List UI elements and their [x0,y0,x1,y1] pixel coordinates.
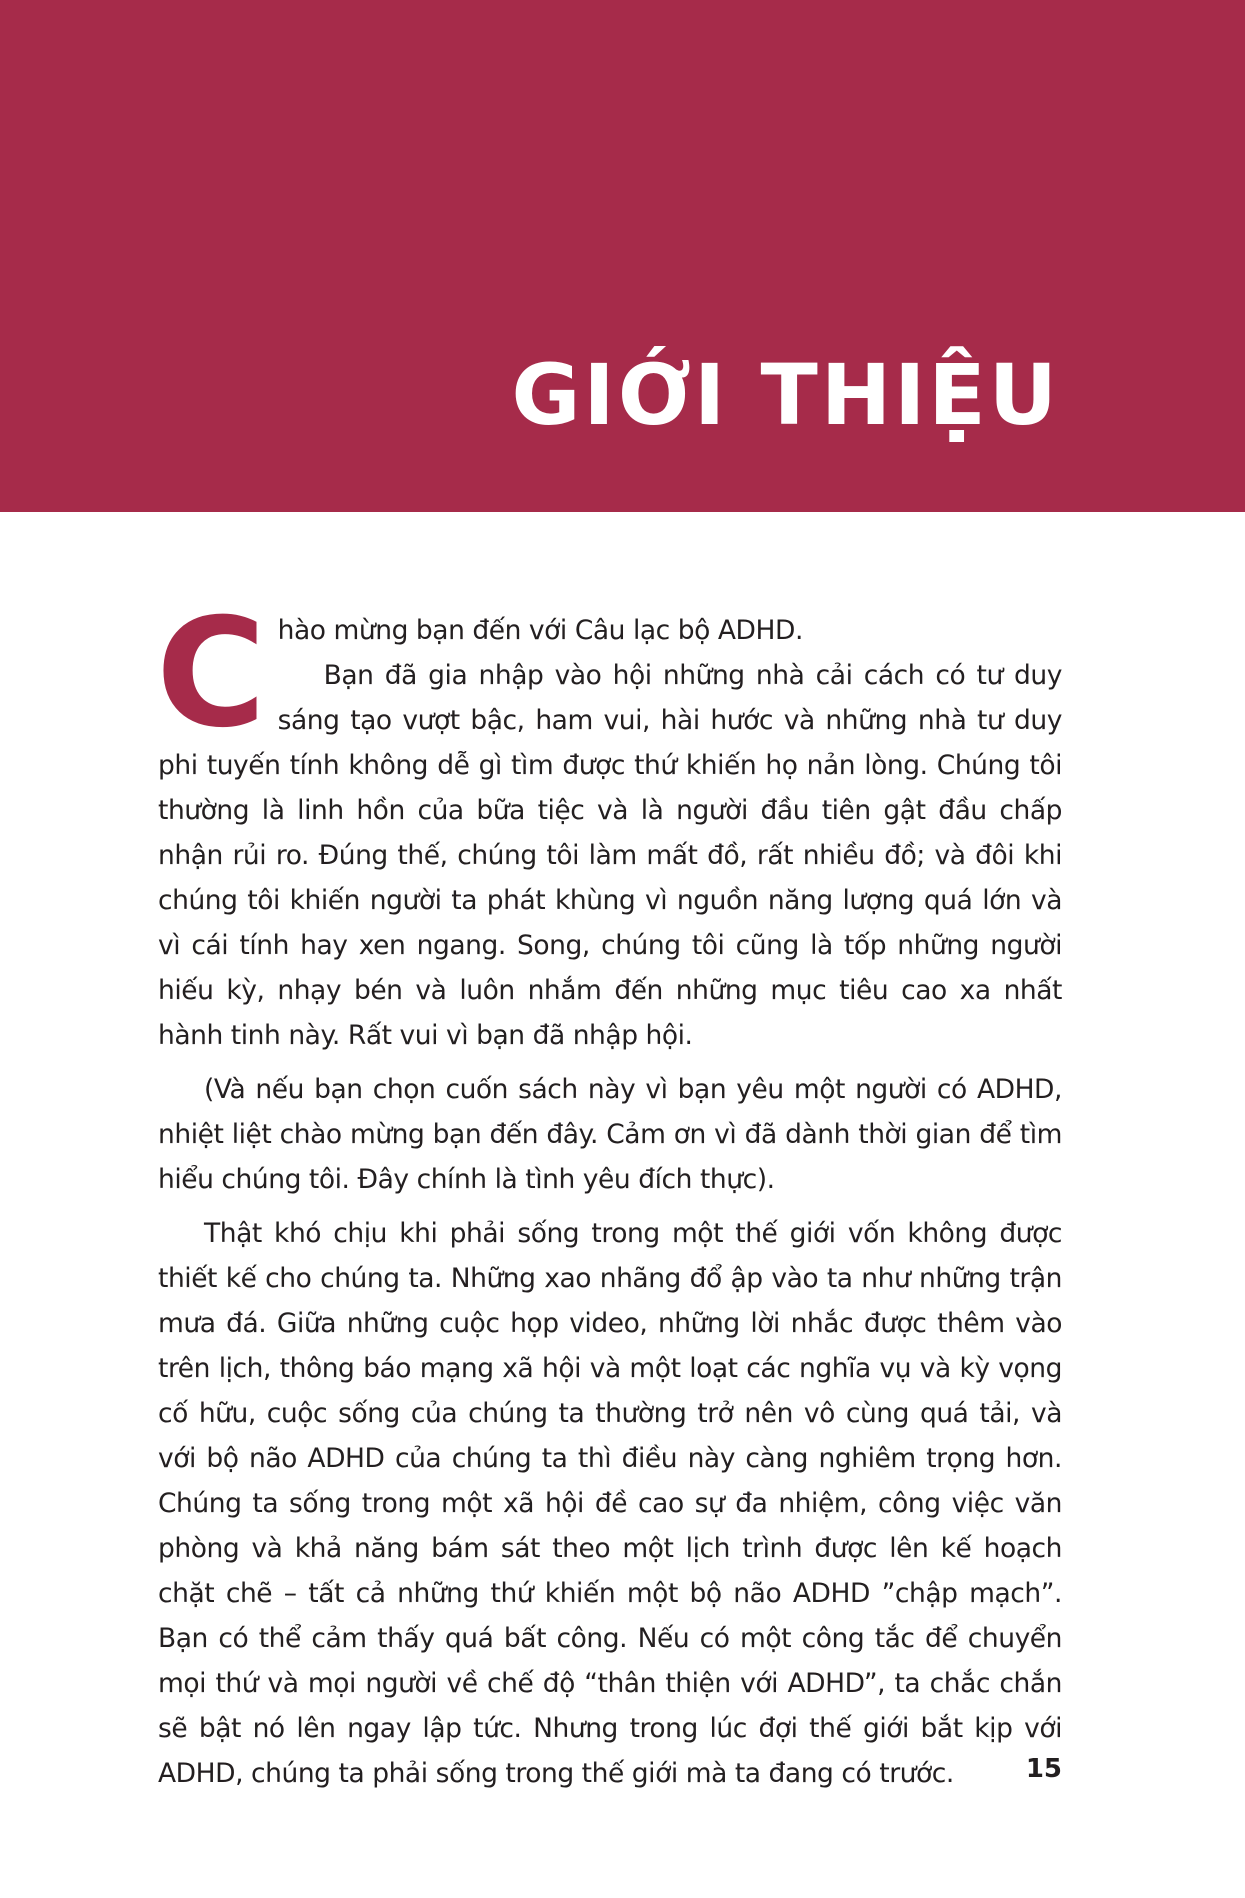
paragraph-1: Bạn đã gia nhập vào hội những nhà cải cách có tư duy sáng tạo vượt bậc, ham vui, hài hước và những nhà tư duy phi tuyến tính không dễ gì tìm được thứ khiến họ nản lòng. Chúng tôi thường là linh hồn của bữa tiệc và là người đầu tiên gật đầu chấp nhận rủi ro. Đúng thế, chúng tôi làm mất đồ, rất nhiều đồ; và đôi khi chúng tôi khiến người ta phát khùng vì nguồn năng lượng quá lớn và vì cái tính hay xen ngang. Song, chúng tôi cũng là tốp những người hiếu kỳ, nhạy bén và luôn nhắm đến những mục tiêu cao xa nhất hành tinh này. Rất vui vì bạn đã nhập hội. [158,660,1062,1051]
page-number: 15 [1025,1754,1062,1784]
chapter-title: GIỚI THIỆU [511,346,1060,444]
drop-cap: C [156,587,266,761]
chapter-header-band [0,0,1245,512]
opening-line: hào mừng bạn đến với Câu lạc bộ ADHD. [277,615,803,646]
chapter-body [156,587,1062,1805]
paragraph-2: (Và nếu bạn chọn cuốn sách này vì bạn yêu một người có ADHD, nhiệt liệt chào mừng bạn đến đây. Cảm ơn vì đã dành thời gian để tìm hiểu chúng tôi. Đây chính là tình yêu đích thực). [158,1074,1062,1195]
paragraph-3: Thật khó chịu khi phải sống trong một thế giới vốn không được thiết kế cho chúng ta. Những xao nhãng đổ ập vào ta như những trận mưa đá. Giữa những cuộc họp video, những lời nhắc được thêm vào trên lịch, thông báo mạng xã hội và một loạt các nghĩa vụ và kỳ vọng cố hữu, cuộc sống của chúng ta thường trở nên vô cùng quá tải, và với bộ não ADHD của chúng ta thì điều này càng nghiêm trọng hơn. Chúng ta sống trong một xã hội đề cao sự đa nhiệm, công việc văn phòng và khả năng bám sát theo một lịch trình được lên kế hoạch chặt chẽ – tất cả những thứ khiến một bộ não ADHD ”chập mạch”. Bạn có thể cảm thấy quá bất công. Nếu có một công tắc để chuyển mọi thứ và mọi người về chế độ “thân thiện với ADHD”, ta chắc chắn sẽ bật nó lên ngay lập tức. Nhưng trong lúc đợi thế giới bắt kịp với ADHD, chúng ta phải sống trong thế giới mà ta đang có trước. [158,1218,1062,1789]
